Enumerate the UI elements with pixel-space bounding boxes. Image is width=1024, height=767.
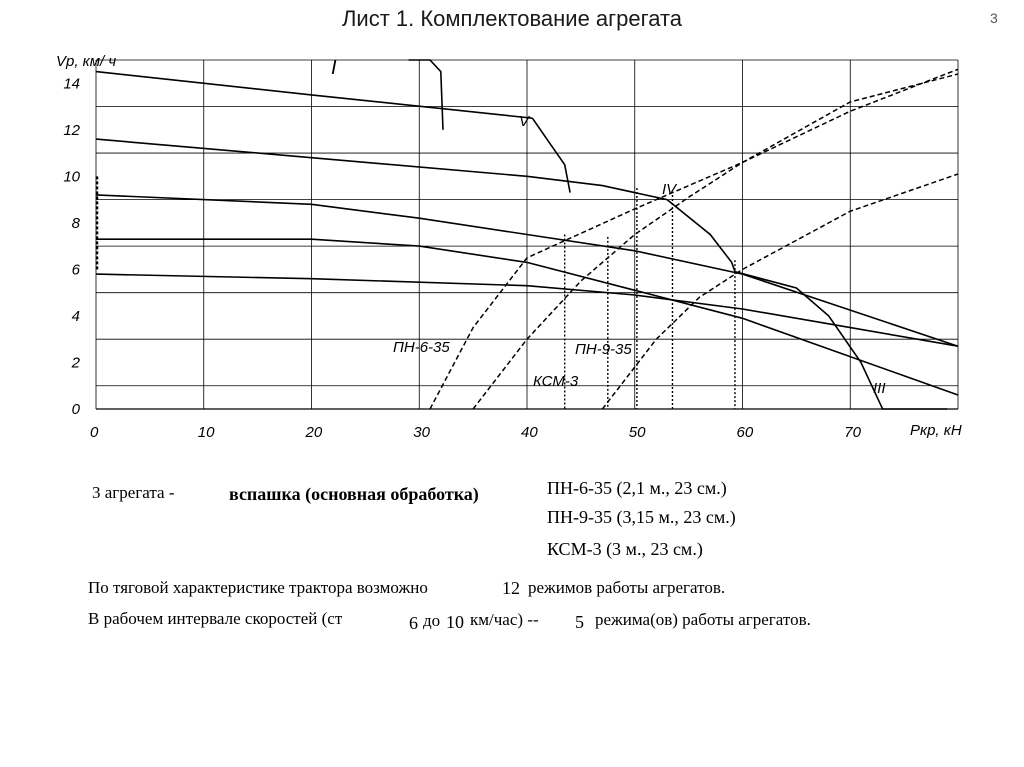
- implement-spec: КСМ-3 (3 м., 23 см.): [547, 539, 703, 559]
- interval-value: 5: [575, 612, 584, 632]
- page-number: 3: [990, 10, 998, 26]
- x-tick-label: 50: [628, 424, 646, 441]
- chart-ticks: [63, 75, 861, 441]
- modes-prefix: По тяговой характеристике трактора возможно: [88, 578, 428, 597]
- implement-label-pn-6-35: ПН-6-35: [393, 339, 450, 356]
- gear-label-III: III: [873, 380, 886, 397]
- x-tick-label: 0: [90, 424, 99, 441]
- x-tick-label: 40: [521, 424, 538, 441]
- interval-from: 6: [409, 613, 418, 633]
- speed-curve: [96, 72, 532, 119]
- x-tick-label: 20: [305, 424, 323, 441]
- implement-label-pn-9-35: ПН-9-35: [575, 341, 632, 358]
- interval-prefix: В рабочем интервале скоростей (ст: [88, 609, 343, 628]
- modes-suffix: режимов работы агрегатов.: [528, 578, 726, 597]
- gear-label-I: I: [331, 57, 337, 79]
- y-tick-label: 14: [63, 75, 80, 93]
- page-title: Лист 1. Комплектование агрегата: [341, 6, 683, 31]
- x-axis-label: Pкр, кН: [910, 422, 962, 439]
- operation-type: вспашка (основная обработка): [229, 484, 479, 504]
- interval-to-word: до: [423, 611, 441, 630]
- y-axis-label: Vр, км/ ч: [56, 53, 117, 70]
- modes-value: 12: [502, 578, 520, 598]
- implement-curve: [602, 174, 958, 409]
- x-tick-label: 30: [413, 424, 430, 441]
- x-tick-label: 60: [736, 424, 754, 441]
- limit-curve: [409, 60, 444, 130]
- y-tick-label: 6: [71, 261, 80, 279]
- gear-label-V: V: [519, 113, 530, 130]
- implement-label-ksm-3: КСМ-3: [533, 373, 579, 390]
- y-tick-label: 10: [63, 168, 80, 186]
- interval-to: 10: [446, 612, 464, 632]
- y-tick-label: 12: [63, 121, 80, 139]
- implement-spec: ПН-9-35 (3,15 м., 23 см.): [547, 507, 736, 527]
- gear-label-IV: IV: [662, 181, 677, 198]
- implement-spec: ПН-6-35 (2,1 м., 23 см.): [547, 478, 727, 498]
- y-tick-label: 8: [71, 214, 80, 232]
- x-tick-label: 10: [197, 424, 215, 441]
- interval-suffix: режима(ов) работы агрегатов.: [595, 610, 811, 629]
- speed-curve: [96, 139, 667, 200]
- implement-curve: [430, 69, 958, 409]
- y-tick-label: 4: [71, 307, 80, 325]
- interval-unit: км/час) --: [470, 610, 539, 629]
- x-tick-label: 70: [844, 424, 861, 441]
- limit-curve: [667, 200, 735, 272]
- y-tick-label: 2: [71, 354, 80, 372]
- y-tick-label: 0: [71, 401, 80, 418]
- aggregates-count: 3 агрегата -: [92, 483, 175, 502]
